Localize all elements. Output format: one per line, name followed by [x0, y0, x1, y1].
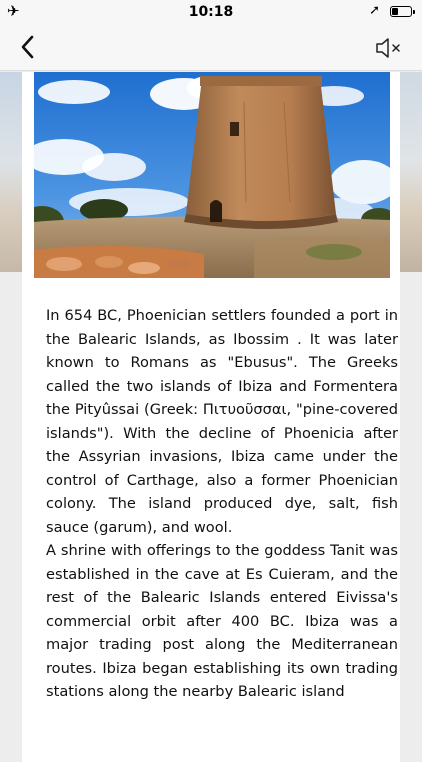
- status-time: 10:18: [188, 4, 234, 20]
- back-button[interactable]: [16, 34, 42, 60]
- article-paragraph-2: A shrine with offerings to the goddess Tanit was established in the cave at Es Cuieram, and the rest of the Balearic Islands entered Eivissa's commercial orbit after 400 BC. Ibiza was a major trading post along the Mediterranean routes. Ibiza began establishing its own trading stations along the nearby Balearic island: [46, 542, 398, 700]
- location-arrow-icon: ➚: [369, 3, 380, 18]
- battery-tip: [413, 10, 415, 14]
- airplane-icon: ✈: [7, 2, 20, 20]
- article-paragraph-1: In 654 BC, Phoenician settlers founded a port in the Balearic Islands, as Ibossim . It was later known to Romans as "Ebusus". The Greeks called the two islands of Ibiza and Formentera the Pityûssai (Greek: Πιτυοῦσσαι, "pine-covered islands"). With the decline of Phoenicia after the Assyrian invasions, Ibiza came under the control of Carthage, also a former Phoenician colony. The island produced dye, salt, fish sauce (garum), and wool.: [46, 307, 398, 536]
- hero-photo-watchtower: [34, 72, 390, 278]
- previous-slide-photo[interactable]: [0, 72, 22, 272]
- mute-audio-button[interactable]: [374, 35, 404, 61]
- navigation-bar: [0, 24, 422, 71]
- battery-level: [392, 8, 398, 15]
- article-body: [46, 304, 398, 704]
- next-slide-photo[interactable]: [400, 72, 422, 272]
- speaker-muted-icon: [374, 35, 404, 61]
- status-bar: [0, 0, 422, 24]
- chevron-left-icon: [16, 34, 42, 60]
- battery-icon: [390, 6, 412, 17]
- article-card: [22, 72, 400, 762]
